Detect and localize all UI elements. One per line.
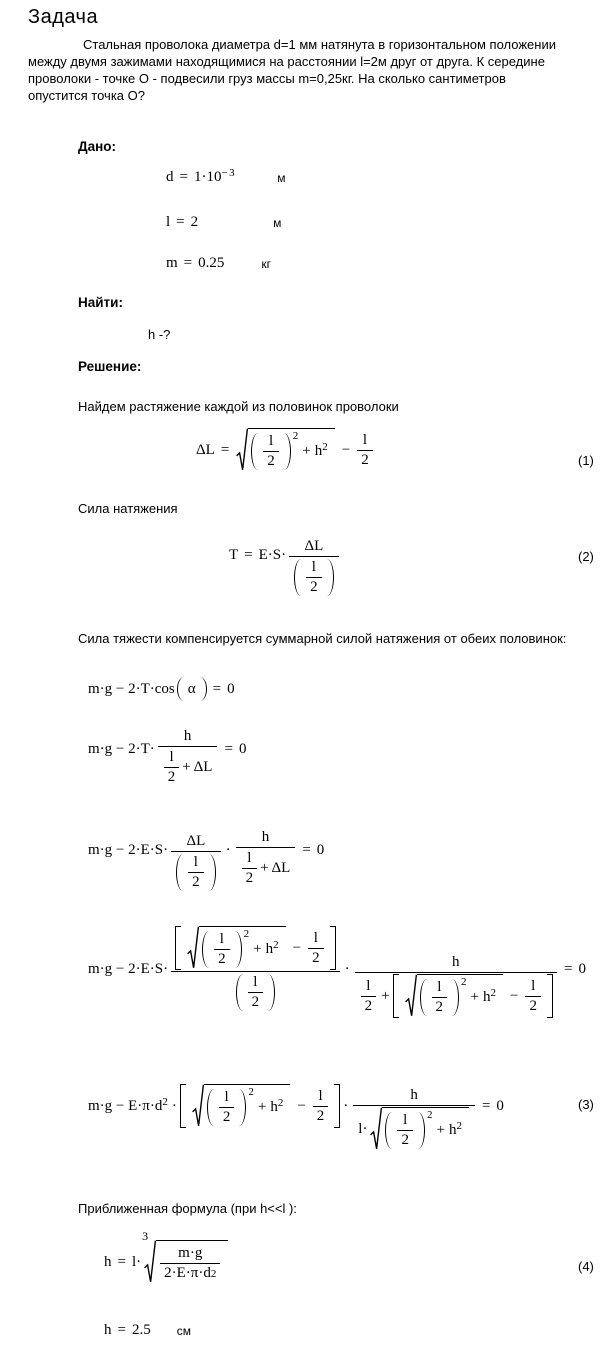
math-token: 0 xyxy=(496,1097,504,1114)
math-token: 0 xyxy=(316,842,325,858)
right-bracket xyxy=(547,974,553,1018)
math-token xyxy=(483,989,496,1006)
right-paren xyxy=(239,1089,246,1126)
given-d-row xyxy=(165,169,285,186)
minus-sign: − xyxy=(510,987,519,1004)
equation-2 xyxy=(228,525,341,595)
sqrt-group xyxy=(236,428,334,472)
fraction-numerator xyxy=(171,925,339,971)
fraction-denominator: 2 xyxy=(361,996,377,1016)
right-paren xyxy=(284,433,291,470)
superscript: 2 xyxy=(248,1086,254,1098)
fraction xyxy=(397,1111,413,1150)
value: 2.5 xyxy=(131,1322,151,1338)
find-expression: h -? xyxy=(148,327,171,342)
paren-group xyxy=(175,853,217,892)
solution-text-4: Приближенная формула (при h<<l ): xyxy=(78,1201,297,1216)
equation-4 xyxy=(103,1229,230,1284)
equals-sign: = xyxy=(563,960,573,977)
bracket-group xyxy=(393,974,553,1018)
math-token xyxy=(270,1099,283,1116)
fraction xyxy=(289,537,339,598)
fraction xyxy=(308,929,324,968)
fraction-numerator: m·g xyxy=(178,1245,203,1261)
solution-text-1: Найдем растяжение каждой из половинок проволоки xyxy=(78,399,399,414)
math-token: m·g − 2·T· xyxy=(88,741,155,757)
minus-sign: − xyxy=(297,1097,306,1114)
fraction-numerator: l xyxy=(219,931,224,947)
equation-3 xyxy=(87,1073,505,1148)
fraction-numerator: l xyxy=(247,850,252,866)
minus-sign: − xyxy=(341,441,351,458)
fraction-denominator xyxy=(355,972,557,1019)
solution-text-2: Сила натяжения xyxy=(78,501,178,516)
paren-group xyxy=(206,1088,248,1127)
fraction-numerator: h xyxy=(410,1087,418,1103)
sqrt-group xyxy=(405,974,503,1018)
math-token: l· xyxy=(131,1253,142,1270)
fraction-denominator: 2 xyxy=(242,868,258,888)
plus-sign: + xyxy=(470,989,479,1005)
left-paren xyxy=(177,677,184,701)
math-token: α xyxy=(187,680,196,697)
bracket-group xyxy=(180,1084,340,1128)
equals-sign: = xyxy=(176,214,185,230)
radical-icon xyxy=(187,926,199,970)
unit-label: см xyxy=(176,1323,191,1338)
fraction-numerator: l xyxy=(169,749,174,765)
fraction-numerator: l xyxy=(193,854,198,870)
fraction-numerator: l xyxy=(313,929,318,946)
given-l-row xyxy=(165,214,281,231)
superscript: 2 xyxy=(456,1120,462,1132)
superscript: 2 xyxy=(292,430,299,442)
given-m-row xyxy=(165,255,271,272)
fraction-numerator: l xyxy=(268,433,274,449)
fraction-denominator xyxy=(353,1105,475,1152)
right-paren xyxy=(200,677,207,701)
variable-name: m xyxy=(166,255,178,271)
left-bracket xyxy=(175,926,181,970)
given-heading: Дано: xyxy=(78,139,117,154)
math-token: h xyxy=(483,989,491,1005)
sqrt-body xyxy=(156,1240,228,1284)
math-token: l· xyxy=(358,1120,368,1137)
multiply-dot: · xyxy=(344,960,350,977)
fraction-denominator: 2·E·π·d 2 xyxy=(160,1263,220,1283)
superscript: 2 xyxy=(426,1109,433,1121)
math-token: 0 xyxy=(578,960,586,977)
variable-name: d xyxy=(166,169,174,185)
equals-sign: = xyxy=(220,441,230,458)
problem-line: опустится точка О? xyxy=(28,88,145,103)
fraction-denominator: 2 xyxy=(525,996,541,1016)
fraction xyxy=(263,432,279,471)
plus-sign: + xyxy=(436,1122,445,1138)
left-paren xyxy=(420,979,427,1016)
plus-sign: + xyxy=(253,941,262,957)
radical-icon xyxy=(144,1240,156,1284)
left-paren xyxy=(207,1089,214,1126)
left-paren xyxy=(202,931,209,968)
equals-sign: = xyxy=(481,1097,491,1114)
fraction-denominator: 2 xyxy=(248,992,264,1012)
equals-sign: = xyxy=(183,255,193,271)
unit-label: м xyxy=(277,170,286,185)
left-paren xyxy=(385,1112,392,1149)
fraction-denominator: 2 xyxy=(263,451,279,471)
math-token: h xyxy=(104,1253,112,1270)
fraction-numerator: h xyxy=(183,728,192,744)
value: 2 xyxy=(190,214,199,230)
math-token: + ΔL xyxy=(182,759,213,775)
superscript: 2 xyxy=(322,441,328,453)
left-paren xyxy=(176,854,183,891)
paren-group xyxy=(201,930,243,969)
equation-number-2: (2) xyxy=(578,549,594,564)
superscript: 2 xyxy=(277,1097,284,1109)
equals-sign: = xyxy=(212,680,222,697)
paren-group xyxy=(293,558,335,597)
right-paren xyxy=(327,559,334,596)
fraction xyxy=(313,1087,329,1126)
equals-sign: = xyxy=(244,547,253,563)
fraction-denominator: 2 xyxy=(214,949,230,969)
fraction-denominator: 2 xyxy=(432,997,448,1017)
fraction-numerator: l xyxy=(437,979,442,995)
equation-number-1: (1) xyxy=(578,453,594,468)
fraction-numerator: ΔL xyxy=(304,538,324,554)
fraction xyxy=(355,953,557,1019)
math-token: E·S· xyxy=(258,547,287,563)
math-token: 0 xyxy=(238,741,247,757)
sqrt-group xyxy=(187,926,285,970)
right-paren xyxy=(235,931,242,968)
plus-sign: + xyxy=(302,443,311,459)
value: 0.25 xyxy=(198,255,225,271)
fraction-denominator xyxy=(236,847,296,889)
math-token: ΔL xyxy=(196,441,215,458)
radical-icon xyxy=(405,974,417,1018)
fraction-denominator: 2 xyxy=(306,577,322,597)
sqrt-body xyxy=(382,1107,468,1151)
page-title: Задача xyxy=(28,6,99,28)
minus-sign: − xyxy=(292,939,302,956)
math-token: h xyxy=(104,1322,112,1338)
fraction-denominator: 2 xyxy=(357,450,373,470)
left-paren xyxy=(294,559,301,596)
fraction-numerator: ΔL xyxy=(186,833,206,849)
fraction-numerator: l xyxy=(253,974,258,990)
unit-label: кг xyxy=(261,256,272,271)
multiply-dot: · xyxy=(225,842,231,858)
math-token: m·g − E·π·d xyxy=(88,1097,163,1114)
fraction xyxy=(158,727,218,788)
cube-root-index: 3 xyxy=(142,1229,149,1243)
right-paren xyxy=(209,854,216,891)
equals-sign: = xyxy=(117,1253,126,1270)
math-token xyxy=(449,1122,462,1139)
fraction-denominator: 2 xyxy=(164,767,180,787)
paren-group xyxy=(250,432,292,471)
math-token: h xyxy=(314,443,323,459)
value xyxy=(194,169,236,186)
right-bracket xyxy=(330,926,336,970)
problem-statement xyxy=(28,36,556,104)
superscript: 2 xyxy=(461,976,467,988)
fraction xyxy=(306,558,322,597)
plus-sign: + xyxy=(257,1099,267,1115)
math-token: + ΔL xyxy=(260,860,291,876)
result-row xyxy=(103,1322,191,1339)
superscript: 2 xyxy=(243,928,250,940)
equals-sign: = xyxy=(302,842,311,858)
math-token: h xyxy=(448,1122,457,1138)
fraction xyxy=(214,930,230,969)
fraction xyxy=(171,925,339,1013)
problem-line: Стальная проволока диаметра d=1 мм натянута в горизонтальном положении xyxy=(83,37,556,52)
fraction xyxy=(242,849,258,888)
fraction-numerator: l xyxy=(366,977,371,994)
multiply-dot: · xyxy=(343,1097,349,1114)
equation-number-4: (4) xyxy=(578,1259,594,1274)
fraction xyxy=(236,828,296,889)
sqrt-body xyxy=(199,926,285,970)
multiply-dot: · xyxy=(171,1097,177,1114)
find-heading: Найти: xyxy=(78,295,123,310)
paren-group xyxy=(419,978,461,1017)
math-token xyxy=(88,1095,168,1115)
sqrt-group xyxy=(370,1107,468,1151)
math-token: T xyxy=(229,547,239,563)
left-bracket xyxy=(393,974,399,1018)
equation-1 xyxy=(195,428,375,472)
fraction-denominator: 2 xyxy=(308,948,324,968)
variable-name: l xyxy=(166,214,171,230)
fraction-denominator: 2 xyxy=(313,1106,329,1126)
fraction xyxy=(160,1244,220,1283)
equals-sign: = xyxy=(224,741,233,757)
unit-label: м xyxy=(273,215,282,230)
radical-icon xyxy=(236,428,248,472)
cube-root-group xyxy=(142,1229,228,1284)
mantissa: 1·10 xyxy=(193,169,222,185)
fraction-denominator xyxy=(158,746,218,788)
fraction-numerator: l xyxy=(311,559,316,575)
solution-text-3: Сила тяжести компенсируется суммарной силой натяжения от обеих половинок: xyxy=(78,631,567,646)
sqrt-group xyxy=(192,1084,290,1128)
fraction xyxy=(361,977,377,1016)
fraction xyxy=(525,977,541,1016)
solution-heading: Решение: xyxy=(78,359,142,374)
radical-icon xyxy=(192,1084,204,1128)
fraction xyxy=(219,1088,235,1127)
fraction xyxy=(188,853,204,892)
fraction-numerator: l xyxy=(224,1089,229,1105)
right-paren xyxy=(418,1112,425,1149)
fraction-denominator: 2 xyxy=(397,1130,413,1150)
radical-icon xyxy=(370,1107,382,1151)
fraction-denominator xyxy=(289,556,339,598)
problem-line: между двумя зажимами находящимися на расстоянии l=2м друг от друга. К середине xyxy=(28,54,545,69)
math-token: m·g − 2·T·cos xyxy=(88,680,175,697)
math-token: 0 xyxy=(227,680,235,697)
math-token: m·g − 2·E·S· xyxy=(88,842,169,858)
fraction-numerator: l xyxy=(531,977,536,994)
fraction xyxy=(357,431,373,470)
fraction-numerator: h xyxy=(261,829,270,845)
fraction-denominator: 2 xyxy=(219,1107,235,1127)
sqrt-body xyxy=(417,974,503,1018)
problem-line: проволоки - точке О - подвесили груз массы m=0,25кг. На сколько сантиметров xyxy=(28,71,506,86)
sqrt-body xyxy=(248,428,334,472)
fraction-numerator: l xyxy=(403,1112,408,1128)
equals-sign: = xyxy=(117,1322,126,1338)
plus-sign: + xyxy=(381,987,390,1004)
math-token: 2·E·π·d xyxy=(164,1265,211,1281)
equals-sign: = xyxy=(179,169,188,185)
left-bracket xyxy=(180,1084,186,1128)
fraction xyxy=(353,1086,475,1152)
fraction xyxy=(432,978,448,1017)
equation-tension xyxy=(87,719,247,785)
fraction xyxy=(164,748,180,787)
sqrt-body xyxy=(204,1084,290,1128)
left-paren xyxy=(251,433,258,470)
equation-substituted xyxy=(87,820,325,890)
fraction-denominator xyxy=(171,971,339,1013)
paren-group xyxy=(176,676,208,702)
right-paren xyxy=(452,979,459,1016)
math-token: h xyxy=(270,1099,278,1115)
paren-group xyxy=(235,973,277,1012)
equation-expanded xyxy=(87,925,587,1013)
math-token xyxy=(266,941,279,958)
right-bracket xyxy=(334,1084,340,1128)
fraction xyxy=(248,973,264,1012)
paren-group xyxy=(384,1111,426,1150)
math-token: h xyxy=(265,941,274,957)
fraction-denominator: 2 xyxy=(188,872,204,892)
math-token xyxy=(315,443,328,460)
equation-cos xyxy=(87,676,236,702)
bracket-group xyxy=(175,926,335,970)
fraction-denominator xyxy=(171,851,221,893)
exponent: −3 xyxy=(221,167,237,179)
superscript: 2 xyxy=(273,939,279,951)
superscript: 2 xyxy=(162,1095,168,1108)
fraction-numerator: l xyxy=(318,1087,323,1104)
math-token: m·g − 2·E·S· xyxy=(88,960,169,977)
fraction-numerator: l xyxy=(362,431,368,448)
left-paren xyxy=(236,974,243,1011)
fraction xyxy=(171,832,221,893)
fraction-numerator: h xyxy=(452,954,460,970)
right-paren xyxy=(268,974,275,1011)
equation-number-3: (3) xyxy=(578,1097,594,1112)
superscript: 2 xyxy=(490,987,496,999)
